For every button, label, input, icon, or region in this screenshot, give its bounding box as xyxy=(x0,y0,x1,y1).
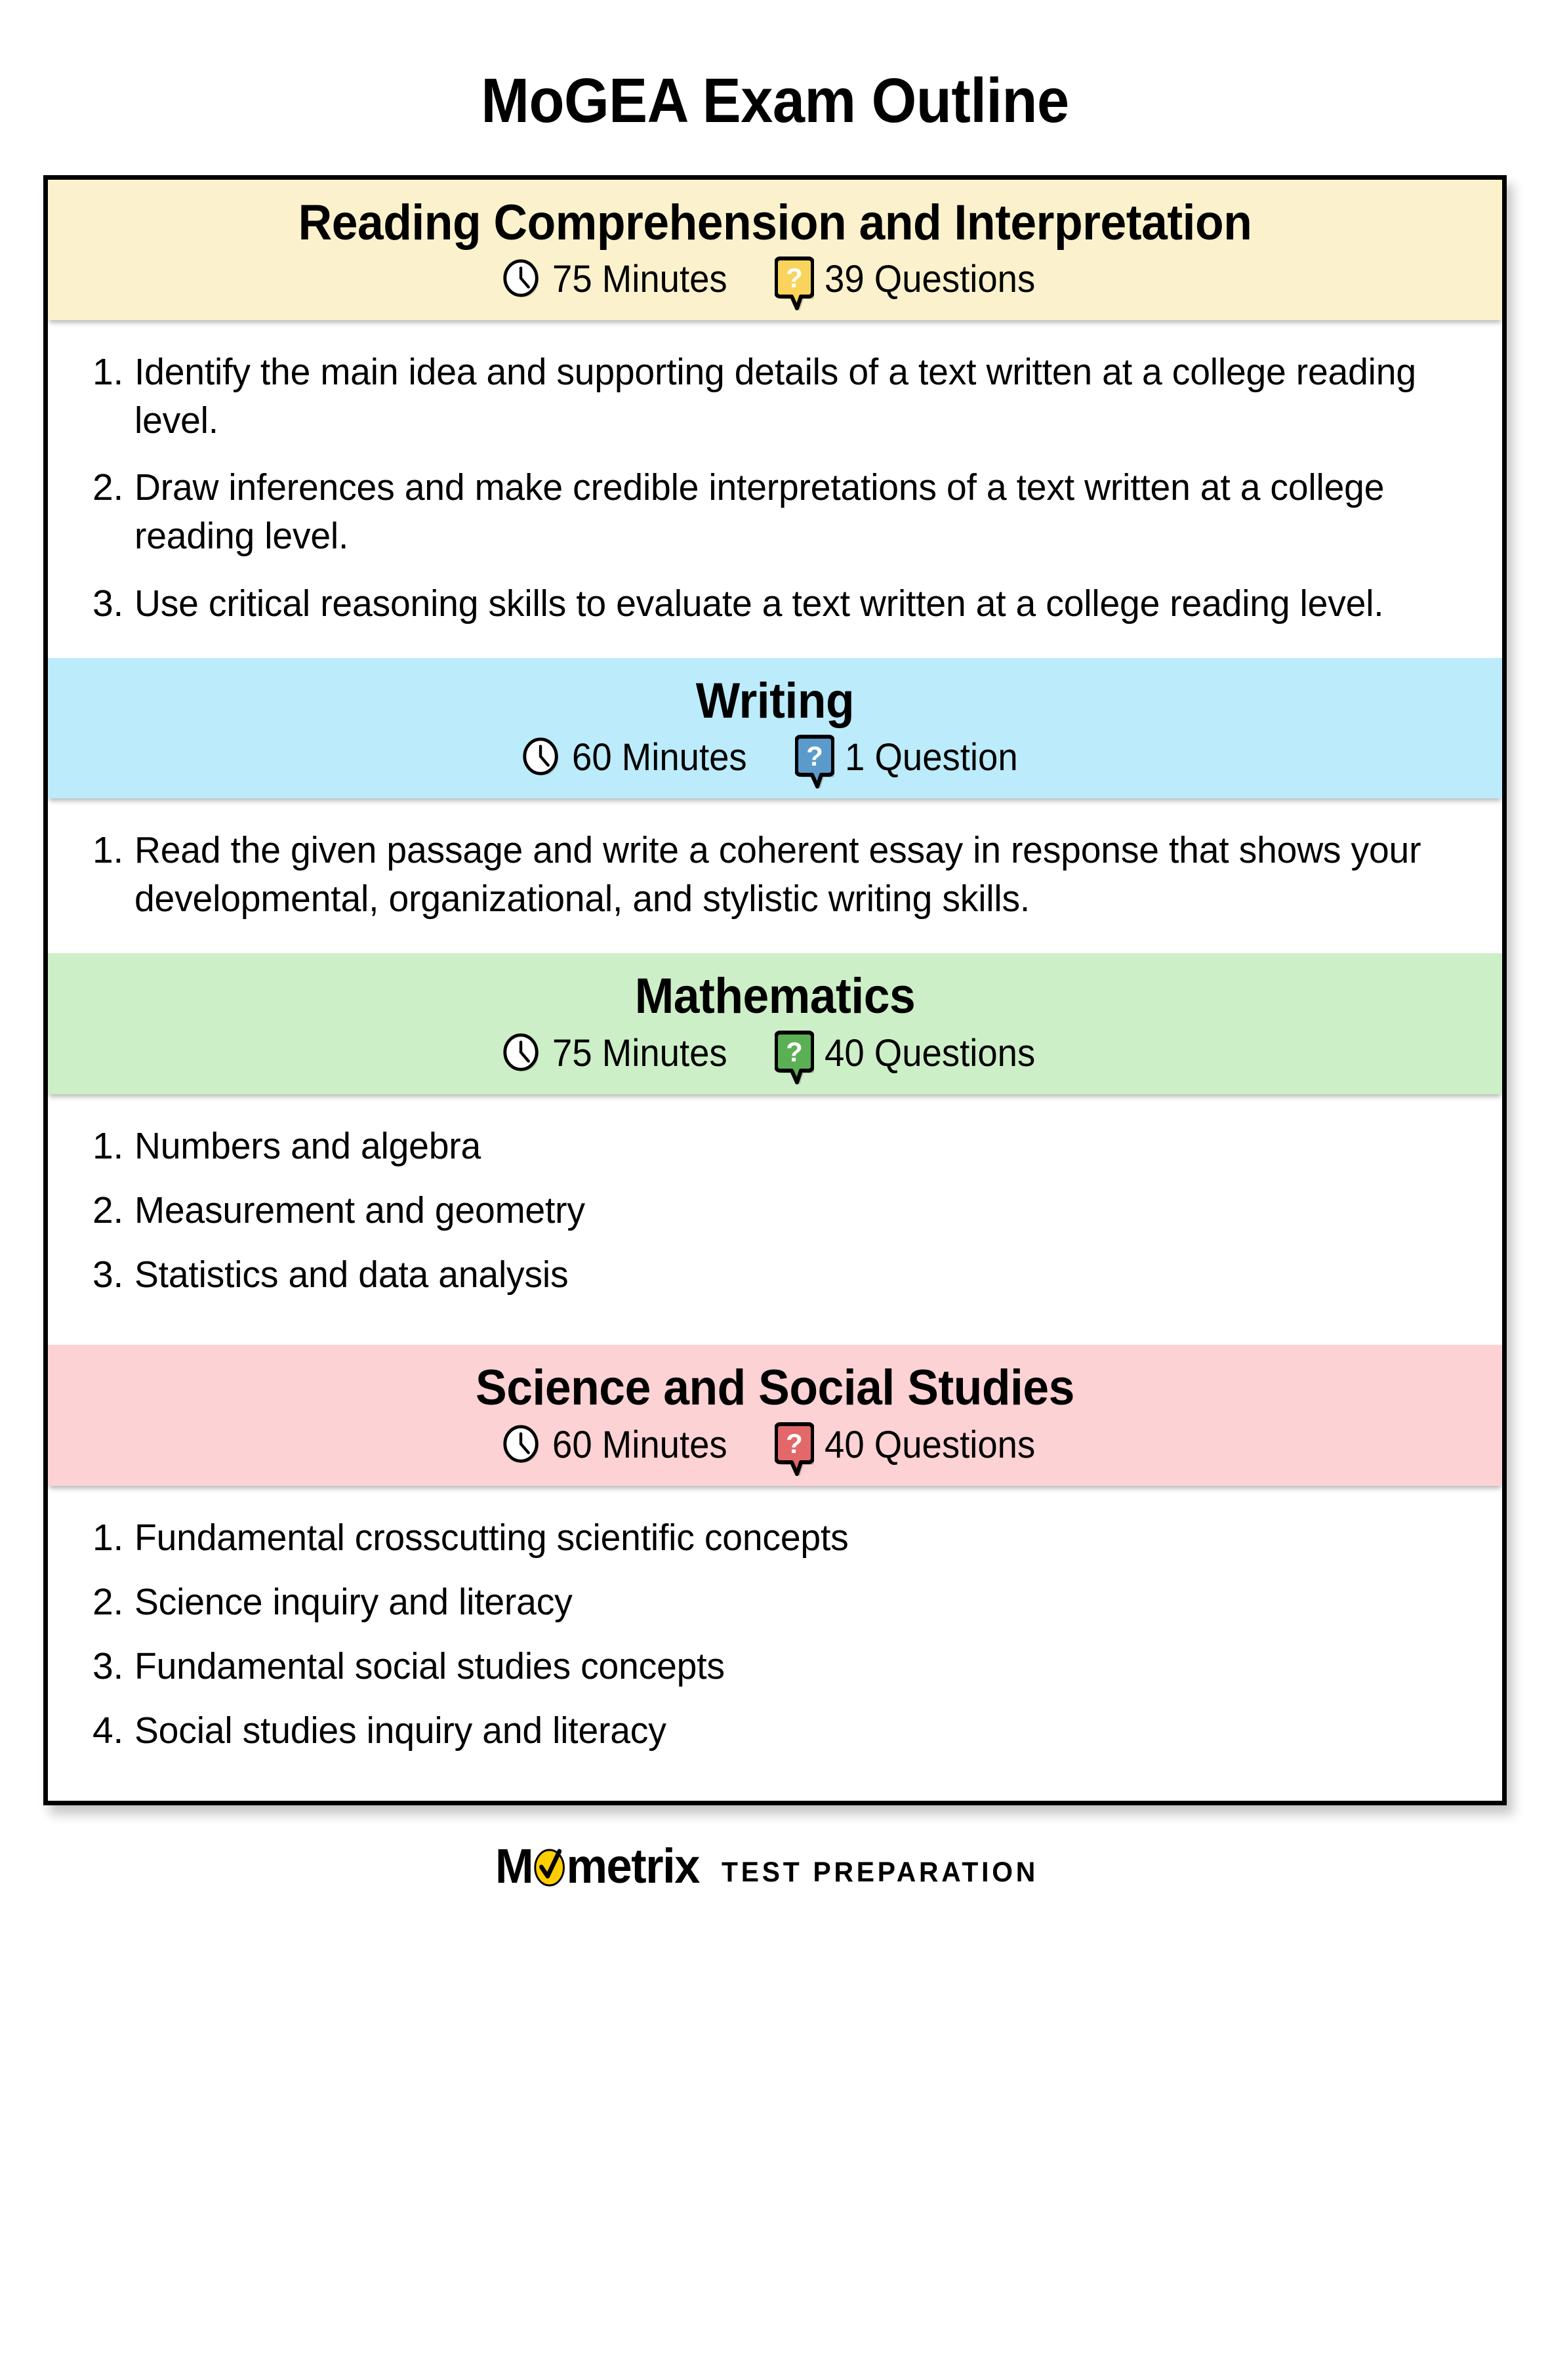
brand-text-metrix: metrix xyxy=(566,1839,699,1894)
questions-label-writing: 1 Question xyxy=(845,736,1018,779)
infographic-page xyxy=(0,42,1550,2380)
time-label-writing: 60 Minutes xyxy=(572,736,748,779)
list-item-number: 1. xyxy=(92,351,124,394)
time-label-mathematics: 75 Minutes xyxy=(552,1031,727,1075)
section-meta-science-social-studies xyxy=(61,1422,1489,1466)
time-meta-reading xyxy=(501,258,739,301)
clock-icon xyxy=(501,1032,542,1073)
list-item-text: Draw inferences and make credible interpretations of a text written at a college reading level. xyxy=(134,466,1385,558)
questions-meta-mathematics xyxy=(775,1030,1049,1075)
list-item xyxy=(85,1122,1467,1170)
list-item-text: Social studies inquiry and literacy xyxy=(134,1710,666,1752)
clock-icon xyxy=(521,736,561,777)
footer xyxy=(0,1805,1550,1894)
svg-text:?: ? xyxy=(786,1427,804,1459)
section-meta-writing xyxy=(61,734,1489,779)
list-item xyxy=(85,1706,1467,1755)
time-meta-writing xyxy=(521,736,758,777)
questions-label-mathematics: 40 Questions xyxy=(825,1031,1036,1075)
question-bubble-icon xyxy=(795,734,834,789)
time-label-science-social-studies: 60 Minutes xyxy=(552,1423,727,1466)
time-meta-mathematics xyxy=(501,1032,739,1073)
list-item-text: Identify the main idea and supporting details of a text written at a college reading level. xyxy=(134,351,1416,442)
section-header-writing xyxy=(48,658,1502,799)
list-item-number: 3. xyxy=(92,582,124,625)
list-item-number: 3. xyxy=(92,1254,124,1296)
list-item-text: Read the given passage and write a coherent essay in response that shows your developmental, organizational, and stylistic writing skills. xyxy=(134,829,1421,920)
list-item-text: Science inquiry and literacy xyxy=(134,1580,573,1623)
section-header-mathematics xyxy=(48,953,1502,1094)
time-meta-science-social-studies xyxy=(501,1424,739,1464)
list-item-number: 1. xyxy=(92,829,124,872)
list-item-number: 3. xyxy=(92,1645,124,1687)
list-item-text: Fundamental social studies concepts xyxy=(134,1645,725,1687)
page-title: MoGEA Exam Outline xyxy=(481,66,1069,136)
list-item xyxy=(85,1642,1467,1691)
question-bubble-icon xyxy=(775,1422,814,1477)
section-meta-reading xyxy=(61,256,1489,300)
mometrix-wordmark xyxy=(495,1839,699,1894)
section-header-science-social-studies xyxy=(48,1345,1502,1486)
questions-label-science-social-studies: 40 Questions xyxy=(825,1423,1036,1466)
list-item-text: Use critical reasoning skills to evaluate a text written at a college reading level. xyxy=(134,582,1384,625)
time-label-reading: 75 Minutes xyxy=(552,258,727,301)
mometrix-check-oval-icon xyxy=(533,1846,565,1887)
svg-text:?: ? xyxy=(806,741,823,772)
list-item xyxy=(85,1578,1467,1626)
outline-card-wrapper xyxy=(43,175,1507,1806)
list-item-text: Measurement and geometry xyxy=(134,1189,585,1232)
list-item-number: 2. xyxy=(92,1189,124,1232)
mometrix-logo[interactable] xyxy=(495,1839,1055,1894)
question-bubble-icon xyxy=(775,1030,814,1085)
outline-card xyxy=(43,175,1507,1806)
section-title-reading: Reading Comprehension and Interpretation xyxy=(298,194,1252,251)
clock-icon xyxy=(501,1424,542,1464)
list-item-number: 4. xyxy=(92,1710,124,1752)
section-title-writing: Writing xyxy=(695,672,855,729)
clock-icon xyxy=(501,258,542,298)
list-item xyxy=(85,348,1467,445)
brand-letter-m: M xyxy=(495,1839,533,1894)
question-bubble-icon xyxy=(775,256,814,311)
list-item xyxy=(85,463,1467,560)
section-title-science-social-studies: Science and Social Studies xyxy=(476,1360,1074,1416)
list-item xyxy=(85,1186,1467,1235)
svg-text:?: ? xyxy=(786,262,804,294)
list-item-number: 1. xyxy=(92,1124,124,1167)
objective-list-science-social-studies xyxy=(48,1486,1502,1801)
section-header-reading xyxy=(48,180,1502,321)
list-item-text: Numbers and algebra xyxy=(134,1124,481,1167)
questions-meta-reading xyxy=(775,256,1049,300)
section-meta-mathematics xyxy=(61,1030,1489,1075)
list-item xyxy=(85,826,1467,923)
list-item-text: Statistics and data analysis xyxy=(134,1254,569,1296)
questions-label-reading: 39 Questions xyxy=(825,258,1036,301)
list-item-text: Fundamental crosscutting scientific concepts xyxy=(134,1516,849,1559)
list-item xyxy=(85,1513,1467,1562)
questions-meta-science-social-studies xyxy=(775,1422,1049,1466)
section-title-mathematics: Mathematics xyxy=(634,968,916,1025)
list-item-number: 2. xyxy=(92,1580,124,1623)
objective-list-mathematics xyxy=(48,1094,1502,1345)
list-item xyxy=(85,579,1467,628)
questions-meta-writing xyxy=(795,734,1029,779)
logo-tagline: TEST PREPARATION xyxy=(721,1857,1038,1889)
list-item xyxy=(85,1250,1467,1299)
objective-list-writing xyxy=(48,798,1502,953)
list-item-number: 2. xyxy=(92,466,124,509)
objective-list-reading xyxy=(48,320,1502,657)
svg-text:?: ? xyxy=(786,1036,804,1067)
list-item-number: 1. xyxy=(92,1516,124,1559)
